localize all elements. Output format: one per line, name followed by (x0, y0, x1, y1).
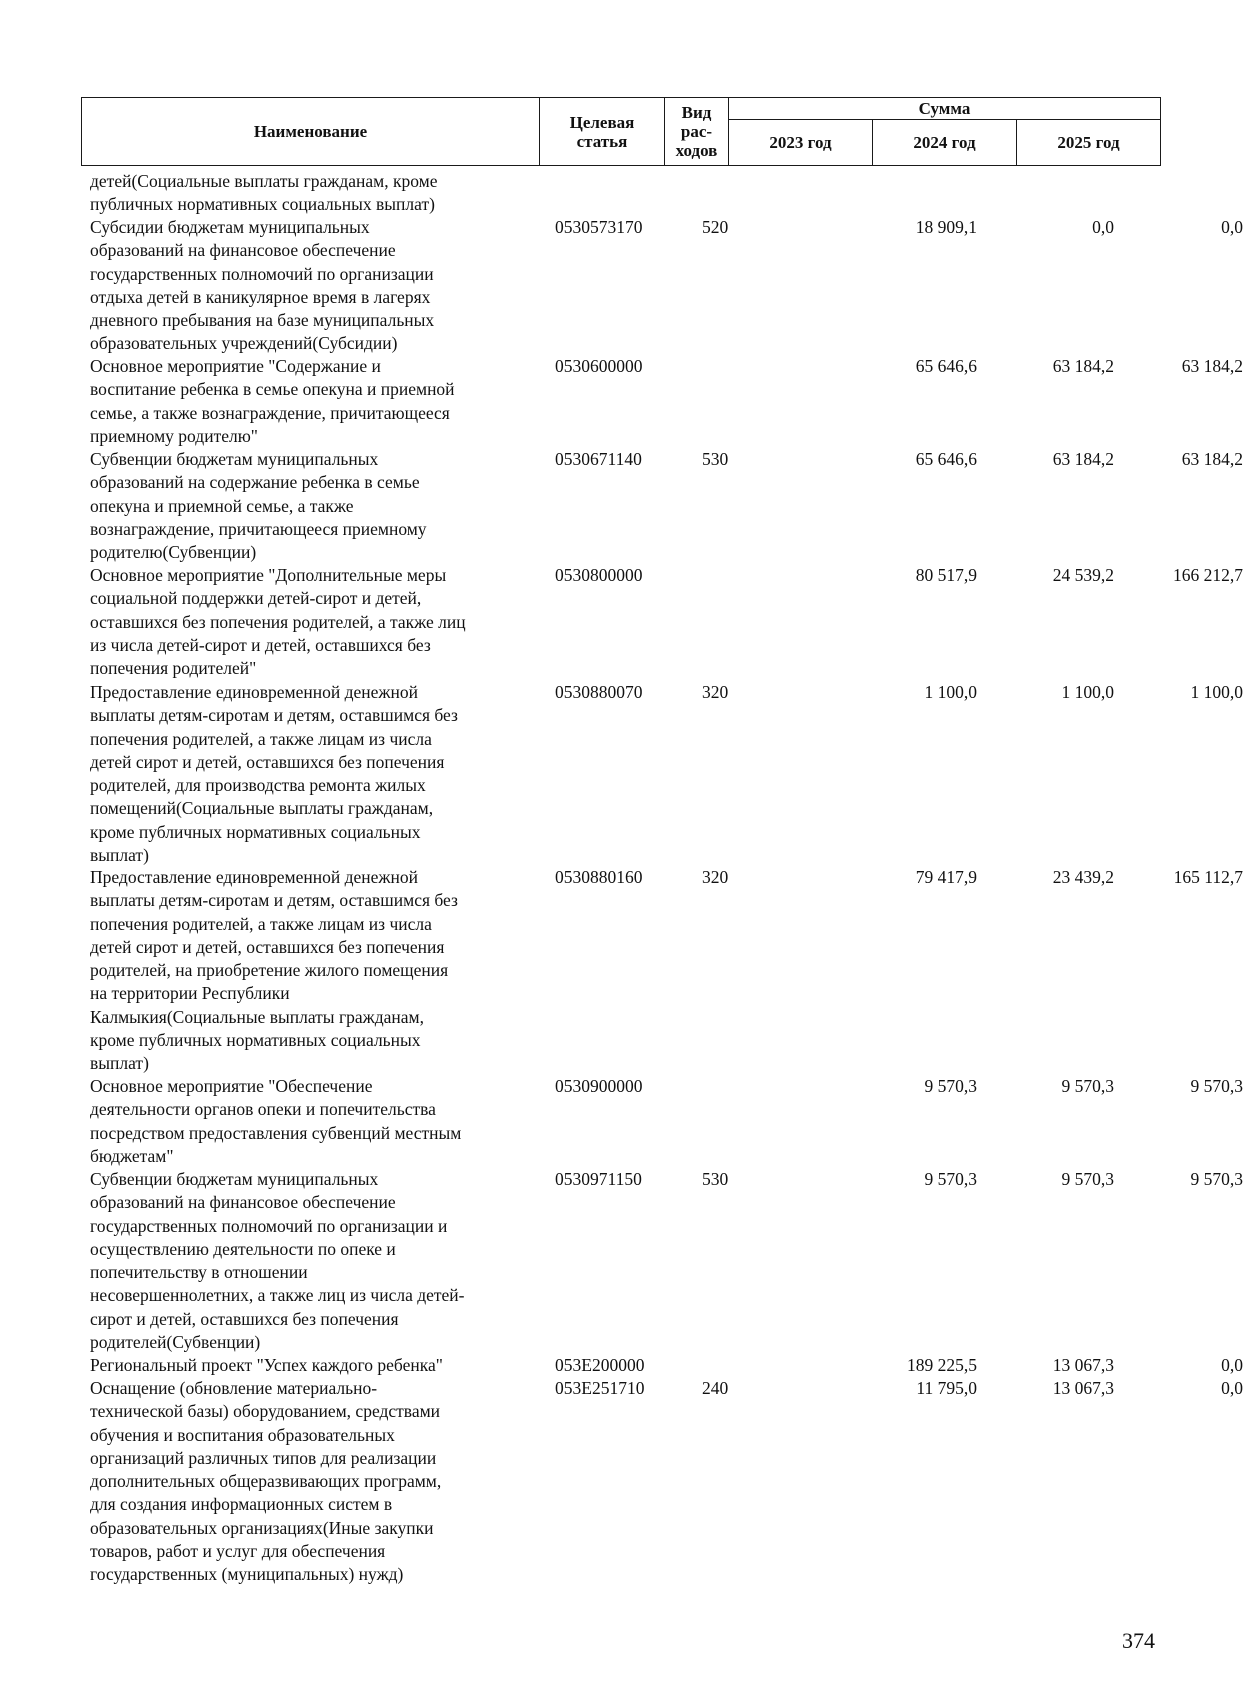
header-year-2024: 2024 год (873, 120, 1017, 166)
row-name: Субсидии бюджетам муниципальных образований на финансовое обеспечение государственных полномочий по организации отдыха детей в каникулярное время в лагерях дневного пребывания на базе муниципальных образовательных учреждений(Субсидии) (90, 217, 435, 354)
row-value-2023: 65 646,6 (915, 356, 977, 376)
row-name: Предоставление единовременной денежной выплаты детям-сиротам и детям, оставшимся без попечения родителей, а также лицам из числа детей сирот и детей, оставшихся без попечения родителей, для производства ремонта жилых помещений(Социальные выплаты гражданам, кроме публичных нормативных социальных выплат) (90, 682, 458, 866)
row-code: 053E251710 (555, 1378, 645, 1398)
row-value-2024: 1 100,0 (1061, 682, 1114, 702)
row-value-2024: 0,0 (1092, 217, 1114, 237)
row-code: 0530600000 (555, 356, 643, 376)
row-value-2025: 9 570,3 (1190, 1169, 1243, 1189)
row-value-2023: 80 517,9 (915, 565, 977, 585)
row-name: Оснащение (обновление материально- технической базы) оборудованием, средствами обучения и воспитания образовательных организаций различных типов для реализации дополнительных общеразвивающих программ, для создания информационных систем в образовательных организациях(Иные закупки товаров, работ и услуг для обеспечения государственных (муниципальных) нужд) (90, 1378, 442, 1585)
row-expense-type: 240 (702, 1378, 729, 1398)
row-value-2025: 63 184,2 (1181, 356, 1243, 376)
row-value-2023: 79 417,9 (915, 867, 977, 887)
row-value-2025: 63 184,2 (1181, 449, 1243, 469)
row-code: 0530671140 (555, 449, 642, 469)
row-code: 0530573170 (555, 217, 643, 237)
row-code: 0530971150 (555, 1169, 642, 1189)
row-value-2024: 9 570,3 (1061, 1076, 1114, 1096)
row-value-2025: 1 100,0 (1190, 682, 1243, 702)
row-code: 0530880070 (555, 682, 643, 702)
row-name: Субвенции бюджетам муниципальных образований на финансовое обеспечение государственных полномочий по организации и осуществлению деятельности по опеке и попечительству в отношении несовершеннолетних, а также лиц из числа детей- сирот и детей, оставшихся без попечения родителей(Субвенции) (90, 1169, 465, 1353)
row-name: Основное мероприятие "Содержание и воспитание ребенка в семье опекуна и приемной семье, а также вознаграждение, причитающееся приемному родителю" (90, 356, 455, 446)
row-name: Основное мероприятие "Дополнительные меры социальной поддержки детей-сирот и детей, оставшихся без попечения родителей, а также лиц из числа детей-сирот и детей, оставшихся без попечения родителей" (90, 565, 466, 679)
row-value-2024: 24 539,2 (1052, 565, 1114, 585)
row-value-2023: 18 909,1 (915, 217, 977, 237)
row-code: 0530880160 (555, 867, 643, 887)
row-expense-type: 530 (702, 1169, 729, 1189)
page-number: 374 (1122, 1628, 1155, 1653)
header-year-2023: 2023 год (729, 120, 873, 166)
header-expense-type: Вид рас- ходов (665, 98, 729, 166)
row-value-2023: 189 225,5 (907, 1355, 977, 1375)
row-name: Основное мероприятие "Обеспечение деятельности органов опеки и попечительства посредством предоставления субвенций местным бюджетам" (90, 1076, 462, 1166)
row-value-2024: 23 439,2 (1052, 867, 1114, 887)
row-value-2024: 63 184,2 (1052, 356, 1114, 376)
row-value-2024: 13 067,3 (1052, 1378, 1114, 1398)
row-name: Региональный проект "Успех каждого ребенка" (90, 1355, 443, 1375)
table-header (81, 97, 1161, 166)
row-name: Предоставление единовременной денежной выплаты детям-сиротам и детям, оставшимся без попечения родителей, а также лицам из числа детей сирот и детей, оставшихся без попечения родителей, на приобретение жилого помещения на территории Республики Калмыкия(Социальные выплаты гражданам, кроме публичных нормативных социальных выплат) (90, 867, 458, 1074)
row-value-2025: 166 212,7 (1173, 565, 1243, 585)
header-name: Наименование (82, 98, 540, 166)
row-name: детей(Социальные выплаты гражданам, кроме публичных нормативных социальных выплат) (90, 171, 438, 215)
row-value-2023: 1 100,0 (924, 682, 977, 702)
row-value-2024: 63 184,2 (1052, 449, 1114, 469)
row-value-2025: 0,0 (1221, 1378, 1243, 1398)
row-value-2023: 65 646,6 (915, 449, 977, 469)
row-expense-type: 520 (702, 217, 729, 237)
header-target-article: Целевая статья (540, 98, 665, 166)
row-value-2025: 0,0 (1221, 217, 1243, 237)
header-year-2025: 2025 год (1017, 120, 1161, 166)
row-name: Субвенции бюджетам муниципальных образований на содержание ребенка в семье опекуна и приемной семье, а также вознаграждение, причитающееся приемному родителю(Субвенции) (90, 449, 427, 563)
row-expense-type: 320 (702, 867, 729, 887)
row-expense-type: 530 (702, 449, 729, 469)
row-code: 0530800000 (555, 565, 643, 585)
row-value-2025: 165 112,7 (1173, 867, 1243, 887)
row-code: 053E200000 (555, 1355, 645, 1375)
row-value-2023: 9 570,3 (924, 1169, 977, 1189)
row-expense-type: 320 (702, 682, 729, 702)
row-value-2023: 11 795,0 (916, 1378, 977, 1398)
row-value-2023: 9 570,3 (924, 1076, 977, 1096)
row-value-2024: 9 570,3 (1061, 1169, 1114, 1189)
row-value-2025: 0,0 (1221, 1355, 1243, 1375)
row-value-2024: 13 067,3 (1052, 1355, 1114, 1375)
row-value-2025: 9 570,3 (1190, 1076, 1243, 1096)
header-sum: Сумма (729, 98, 1161, 120)
row-code: 0530900000 (555, 1076, 643, 1096)
